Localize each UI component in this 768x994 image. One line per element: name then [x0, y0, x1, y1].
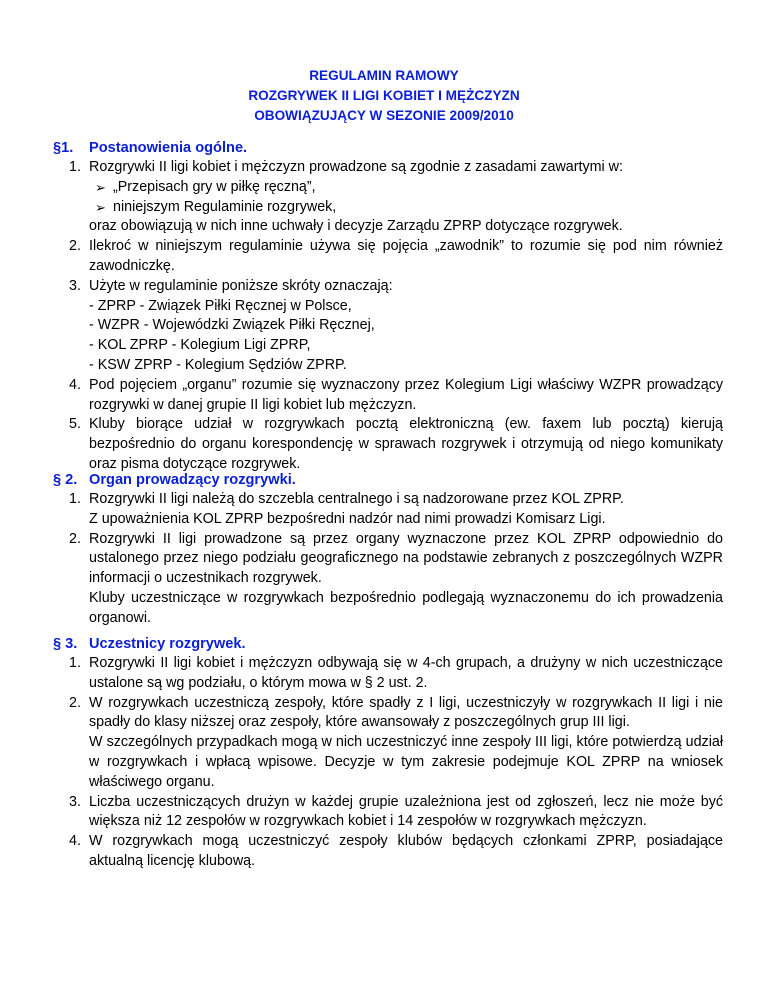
item-number: 3.	[69, 793, 81, 810]
title-line-3: OBOWIĄZUJĄCY W SEZONIE 2009/2010	[254, 108, 514, 123]
item-text: W rozgrywkach uczestniczą zespoły, które spadły z I ligi, uczestniczyły w rozgrywkach II ligi i nie spadły do klasy niższej oraz zespoły, które awansowały z poszczególnych grup III ligi.	[89, 694, 723, 731]
list-item	[53, 490, 723, 530]
section-3	[53, 634, 723, 872]
item-number: 2.	[69, 694, 81, 711]
arrow-bullet-icon: ➢	[95, 199, 106, 215]
bullet-text: niniejszym Regulaminie rozgrywek,	[113, 198, 337, 215]
item-text: Liczba uczestniczących drużyn w każdej grupie uzależniona jest od zgłoszeń, lecz nie może być większa niż 12 zespołów w rozgrywkach kobiet i 14 zespołów w rozgrywkach mężczyzn.	[89, 793, 723, 830]
item-text: W szczególnych przypadkach mogą w nich uczestniczyć inne zespoły III ligi, które potwierdzą udział w rozgrywkach i wpłacą wpisowe. Decyzje w tym zakresie podejmuje KOL ZPRP na wniosek właściwego organu.	[89, 734, 723, 790]
list-item	[53, 237, 723, 277]
list-item	[53, 654, 723, 694]
item-text: W rozgrywkach mogą uczestniczyć zespoły klubów będących członkami ZPRP, posiadające aktualną licencję klubową.	[89, 833, 723, 869]
section-3-number: § 3.	[53, 636, 78, 652]
item-text: Rozgrywki II ligi należą do szczebla centralnego i są nadzorowane przez KOL ZPRP.	[89, 491, 624, 507]
item-text: Kluby uczestniczące w rozgrywkach bezpośrednio podlegają wyznaczonemu do ich prowadzenia organowi.	[89, 589, 723, 626]
list-item	[53, 694, 723, 793]
list-item	[53, 530, 723, 629]
list-item	[53, 277, 723, 376]
section-3-heading	[53, 634, 723, 654]
bullet-text: „Przepisach gry w piłkę ręczną”,	[113, 178, 316, 195]
item-text: Rozgrywki II ligi kobiet i mężczyzn prowadzone są zgodnie z zasadami zawartymi w:	[89, 159, 623, 175]
list-item	[53, 376, 723, 416]
bullet-item	[89, 178, 723, 198]
abbreviation-zprp: - ZPRP - Związek Piłki Ręcznej w Polsce,	[89, 297, 352, 314]
item-number: 2.	[69, 530, 81, 547]
item-text: Użyte w regulaminie poniższe skróty oznaczają:	[89, 277, 393, 294]
item-continuation	[53, 217, 723, 237]
item-number: 1.	[69, 655, 81, 671]
item-text: Ilekroć w niniejszym regulaminie używa się pojęcia „zawodnik” to rozumie się pod nim również zawodniczkę.	[89, 238, 723, 274]
list-item	[53, 793, 723, 833]
title-line-1: REGULAMIN RAMOWY	[309, 68, 459, 83]
section-1-heading	[53, 138, 723, 158]
abbreviation-ksw: - KSW ZPRP - Kolegium Sędziów ZPRP.	[89, 356, 347, 373]
item-number: 4.	[69, 833, 81, 850]
section-2-title: Organ prowadzący rozgrywki.	[89, 472, 296, 488]
abbreviation-kol: - KOL ZPRP - Kolegium Ligi ZPRP,	[89, 337, 311, 354]
list-item	[53, 158, 723, 217]
list-item	[53, 415, 723, 474]
section-2-heading	[53, 470, 723, 490]
item-text: Z upoważnienia KOL ZPRP bezpośredni nadzór nad nimi prowadzi Komisarz Ligi.	[89, 510, 606, 527]
item-text: Kluby biorące udział w rozgrywkach pocztą elektroniczną (ew. faxem lub pocztą) kierują bezpośrednio do organu korespondencję w sprawach rozgrywek i otrzymują od niego komunikaty oraz pisma dotyczące rozgrywek.	[89, 416, 723, 472]
item-number: 1.	[69, 159, 81, 175]
item-number: 2.	[69, 238, 81, 255]
abbreviation-wzpr: - WZPR - Wojewódzki Związek Piłki Ręcznej,	[89, 317, 375, 334]
item-text: oraz obowiązują w nich inne uchwały i decyzje Zarządu ZPRP dotyczące rozgrywek.	[89, 218, 623, 235]
arrow-bullet-icon: ➢	[95, 179, 106, 195]
section-1-title: Postanowienia ogólne.	[89, 140, 248, 156]
item-text: Rozgrywki II ligi prowadzone są przez organy wyznaczone przez KOL ZPRP odpowiednio do ustalonego przez niego podziału geograficznego na podstawie zebranych z poszczególnych WZPR informacji o uczestnikach rozgrywek.	[89, 530, 723, 587]
item-number: 1.	[69, 491, 81, 507]
section-3-title: Uczestnicy rozgrywek.	[89, 636, 246, 652]
item-number: 3.	[69, 277, 81, 294]
item-number: 5.	[69, 416, 81, 433]
list-item	[53, 832, 723, 872]
title-line-2: ROZGRYWEK II LIGI KOBIET I MĘŻCZYZN	[248, 88, 520, 103]
item-text: Rozgrywki II ligi kobiet i mężczyzn odbywają się w 4-ch grupach, a drużyny w nich uczestniczące ustalone są wg podziału, o którym mowa w § 2 ust. 2.	[89, 655, 723, 691]
item-number: 4.	[69, 376, 81, 393]
item-text: Pod pojęciem „organu” rozumie się wyznaczony przez Kolegium Ligi właściwy WZPR prowadzący rozgrywki w danej grupie II ligi kobiet lub mężczyzn.	[89, 376, 723, 413]
section-1	[53, 138, 723, 475]
section-2-number: § 2.	[53, 472, 78, 488]
section-2	[53, 470, 723, 629]
section-1-number: §1.	[53, 140, 74, 156]
bullet-item	[89, 198, 723, 218]
